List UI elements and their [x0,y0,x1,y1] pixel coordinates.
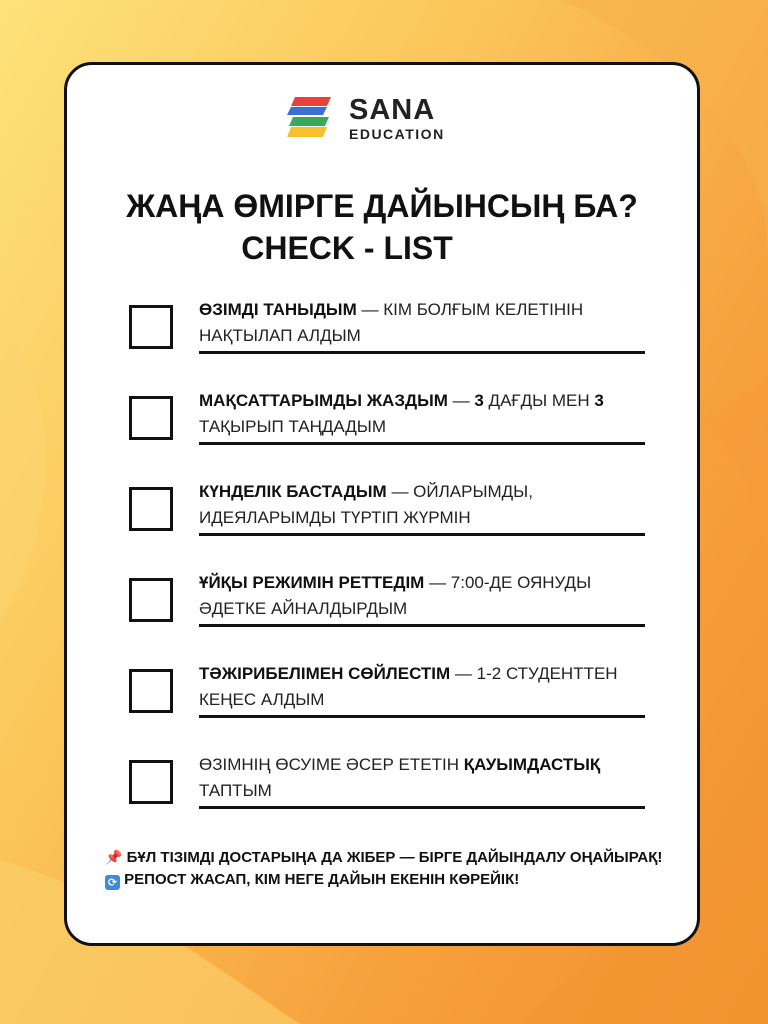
checklist-item-text [199,661,645,713]
pushpin-icon: 📌 [105,850,123,866]
item-text-regular: ДАҒДЫ МЕН [483,391,595,410]
item-text-bold: ТӘЖІРИБЕЛІМЕН СӨЙЛЕСТІМ [199,664,451,683]
title-line-1: ЖАҢА ӨМІРГЕ ДАЙЫНСЫҢ БА? [126,188,638,224]
checklist-item [125,297,645,388]
repost-icon: ⟳ [105,875,120,890]
item-text-bold: ӨЗІМДІ ТАНЫДЫМ [199,300,357,319]
checklist-item-text [199,297,645,349]
item-text-bold: ҰЙҚЫ РЕЖИМІН РЕТТЕДІМ [199,573,425,592]
checklist-item-text [199,388,645,440]
item-text-regular: ТАҚЫРЫП ТАҢДАДЫМ [199,417,387,436]
checkbox[interactable] [129,578,173,622]
checklist [125,297,645,843]
sana-logo-mark-icon [287,95,333,139]
item-underline [199,351,645,354]
logo-name: SANA [349,94,436,126]
checklist-item [125,479,645,570]
item-text-bold: 3 [594,391,604,410]
checklist-card [64,62,700,946]
checklist-item [125,752,645,843]
checklist-item [125,388,645,479]
checklist-item-text [199,570,645,622]
item-text-regular: — 1-2 СТУДЕНТТЕН КЕҢЕС АЛДЫМ [199,664,618,709]
item-text-regular: ТАПТЫМ [199,781,272,800]
logo-wordmark [349,95,445,143]
item-underline [199,442,645,445]
footer-line-2 [105,869,665,890]
checklist-item [125,661,645,752]
checkbox[interactable] [129,305,173,349]
checklist-item-text [199,479,645,531]
logo-subtitle: EDUCATION [349,126,445,142]
item-text-bold: МАҚСАТТАРЫМДЫ ЖАЗДЫМ [199,391,448,410]
item-text-regular: ӨЗІМНІҢ ӨСУІМЕ ӘСЕР ЕТЕТІН [199,755,464,774]
item-underline [199,533,645,536]
title-line-2: CHECK - LIST [241,230,453,266]
page-title [67,185,697,269]
item-text-bold: ҚАУЫМДАСТЫҚ [463,755,601,774]
footer-text-1: БҰЛ ТІЗІМДІ ДОСТАРЫҢА ДА ЖІБЕР — БІРГЕ ДАЙЫНДАЛУ ОҢАЙЫРАҚ! [126,849,663,866]
item-underline [199,715,645,718]
checkbox[interactable] [129,396,173,440]
checklist-item [125,570,645,661]
footer-text-2: РЕПОСТ ЖАСАП, КІМ НЕГЕ ДАЙЫН ЕКЕНІН КӨРЕЙІК! [124,871,520,888]
item-text-regular: — КІМ БОЛҒЫМ КЕЛЕТІНІН НАҚТЫЛАП АЛДЫМ [199,300,584,345]
item-text-regular: — [447,391,475,410]
footer-note [105,847,665,890]
checklist-item-text [199,752,645,804]
footer-line-1 [105,847,665,869]
item-text-regular: — 7:00-ДЕ ОЯНУДЫ ӘДЕТКЕ АЙНАЛДЫРДЫМ [199,573,592,618]
checkbox[interactable] [129,487,173,531]
item-underline [199,806,645,809]
checkbox[interactable] [129,669,173,713]
item-underline [199,624,645,627]
item-text-regular: — ОЙЛАРЫМДЫ, ИДЕЯЛАРЫМДЫ ТҮРТІП ЖҮРМІН [199,482,533,527]
item-text-bold: КҮНДЕЛІК БАСТАДЫМ [199,482,387,501]
item-text-bold: 3 [474,391,484,410]
checkbox[interactable] [129,760,173,804]
